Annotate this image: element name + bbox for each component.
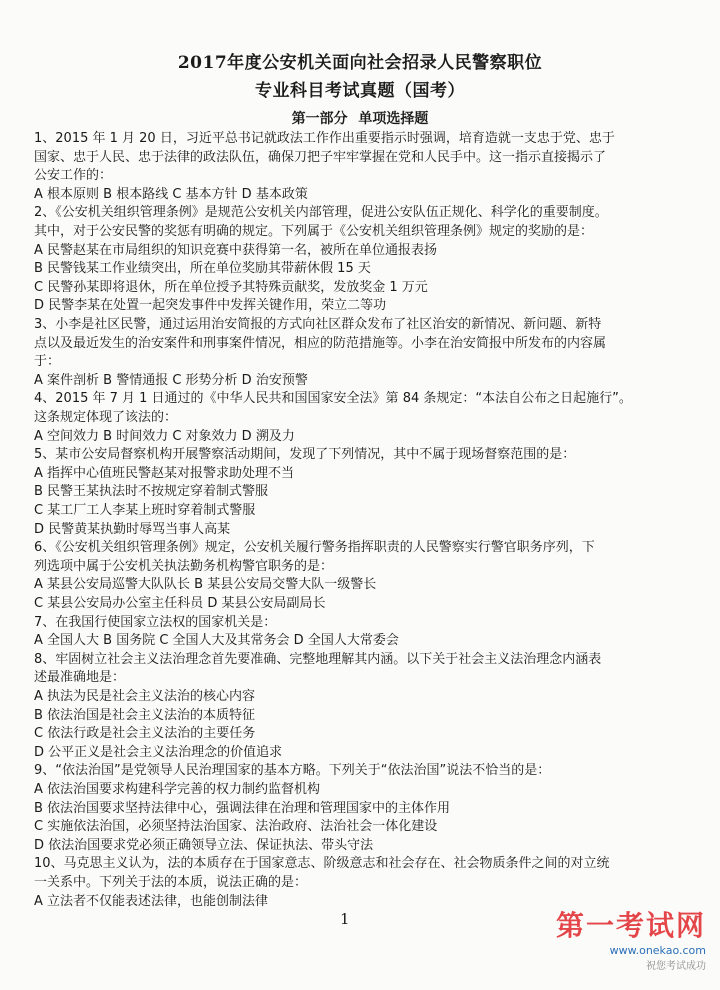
text-line: 4、2015 年 7 月 1 日通过的《中华人民共和国国家安全法》第 84 条规定：“本法自公布之日起施行”。 xyxy=(34,391,632,407)
text-line: 8、牢固树立社会主义法治理念首先要准确、完整地理解其内涵。以下关于社会主义法治理念内涵表 xyxy=(34,651,602,667)
watermark-slogan: 祝您考试成功 xyxy=(646,961,706,972)
text-line: 3、小李是社区民警，通过运用治安简报的方式向社区群众发布了社区治安的新情况、新问题、新特 xyxy=(34,317,602,332)
text-line: C 实施依法治国，必须坚持法治国家、法治政府、法治社会一体化建设 xyxy=(34,819,438,835)
text-line: A 空间效力 B 时间效力 C 对象效力 D 溯及力 xyxy=(34,428,295,444)
text-line: 5、某市公安局督察机构开展警察活动期间，发现了下列情况，其中不属于现场督察范围的是： xyxy=(34,447,576,463)
text-line: B 民警王某执法时不按规定穿着制式警服 xyxy=(34,484,269,500)
text-line: 一关系中。下列关于法的本质，说法正确的是： xyxy=(34,875,308,890)
text-line: A 指挥中心值班民警赵某对报警求助处理不当 xyxy=(34,465,295,481)
text-line: A 民警赵某在市局组织的知识竞赛中获得第一名，被所在单位通报表扬 xyxy=(34,242,438,258)
text-line: 其中，对于公安民警的奖惩有明确的规定。下列属于《公安机关组织管理条例》规定的奖励的是： xyxy=(34,224,594,239)
text-line: B 依法治国要求坚持法律中心，强调法律在治理和管理国家中的主体作用 xyxy=(34,800,451,816)
text-line: 7、在我国行使国家立法权的国家机关是： xyxy=(34,614,277,630)
text-line: A 全国人大 B 国务院 C 全国人大及其常务会 D 全国人大常委会 xyxy=(34,633,399,649)
text-line: C 某县公安局办公室主任科员 D 某县公安局副局长 xyxy=(34,596,326,611)
text-line: 述最准确地是： xyxy=(34,670,126,686)
page-subtitle: 专业科目考试真题（国考） xyxy=(255,81,465,101)
text-line: C 民警孙某即将退休，所在单位授予其特殊贡献奖，发放奖金 1 万元 xyxy=(34,279,428,295)
text-line: D 依法治国要求党必须正确领导立法、保证执法、带头守法 xyxy=(34,837,374,853)
text-line: D 民警黄某执勤时辱骂当事人高某 xyxy=(34,521,231,537)
text-line: A 依法治国要求构建科学完善的权力制约监督机构 xyxy=(34,782,321,797)
text-line: A 执法为民是社会主义法治的核心内容 xyxy=(34,689,256,704)
text-line: 6、《公安机关组织管理条例》规定，公安机关履行警务指挥职责的人民警察实行警官职务序列，下 xyxy=(34,540,595,556)
text-line: A 案件剖析 B 警情通报 C 形势分析 D 治安预警 xyxy=(34,372,308,388)
text-line: 于： xyxy=(34,354,61,370)
watermark xyxy=(556,904,706,972)
page-title: 2017年度公安机关面向社会招录人民警察职位 xyxy=(177,53,543,73)
text-line: 2、《公安机关组织管理条例》是规范公安机关内部管理，促进公安队伍正规化、科学化的重要制度。 xyxy=(34,205,608,221)
text-line: 9、“依法治国”是党领导人民治理国家的基本方略。下列关于“依法治国”说法不恰当的是： xyxy=(34,763,551,779)
text-line: 这条规定体现了该法的： xyxy=(34,410,178,425)
text-line: C 依法行政是社会主义法治的主要任务 xyxy=(34,726,256,742)
text-line: D 公平正义是社会主义法治理念的价值追求 xyxy=(34,744,283,760)
text-line: 10、马克思主义认为，法的本质存在于国家意志、阶级意志和社会存在、社会物质条件之间的对立统 xyxy=(34,856,610,872)
text-line: A 立法者不仅能表述法律，也能创制法律 xyxy=(34,893,269,909)
text-line: A 根本原则 B 根本路线 C 基本方针 D 基本政策 xyxy=(34,186,308,202)
text-line: D 民警李某在处置一起突发事件中发挥关键作用，荣立二等功 xyxy=(34,298,387,314)
watermark-logo: 第一考试网 xyxy=(555,909,706,942)
text-line: 1、2015 年 1 月 20 日，习近平总书记就政法工作作出重要指示时强调，培育造就一支忠于党、忠于 xyxy=(34,131,615,146)
text-line: 国家、忠于人民、忠于法律的政法队伍，确保刀把子牢牢掌握在党和人民手中。这一指示直接揭示了 xyxy=(34,149,607,165)
text-line: A 某县公安局巡警大队队长 B 某县公安局交警大队一级警长 xyxy=(34,577,377,593)
text-line: C 某工厂工人李某上班时穿着制式警服 xyxy=(34,503,256,518)
text-line: 点以及最近发生的治安案件和刑事案件情况，相应的防范措施等。小李在治安简报中所发布的内容属 xyxy=(34,335,607,351)
text-line: 列选项中属于公安机关执法勤务机构警官职务的是： xyxy=(34,558,334,574)
text-line: B 依法治国是社会主义法治的本质特征 xyxy=(34,707,256,723)
watermark-url: www.onekao.com xyxy=(609,944,706,957)
text-line: 公安工作的： xyxy=(34,168,113,184)
section-heading: 第一部分 单项选择题 xyxy=(291,111,429,127)
text-line: B 民警钱某工作业绩突出，所在单位奖励其带薪休假 15 天 xyxy=(34,261,371,277)
page-number: 1 xyxy=(340,910,350,928)
